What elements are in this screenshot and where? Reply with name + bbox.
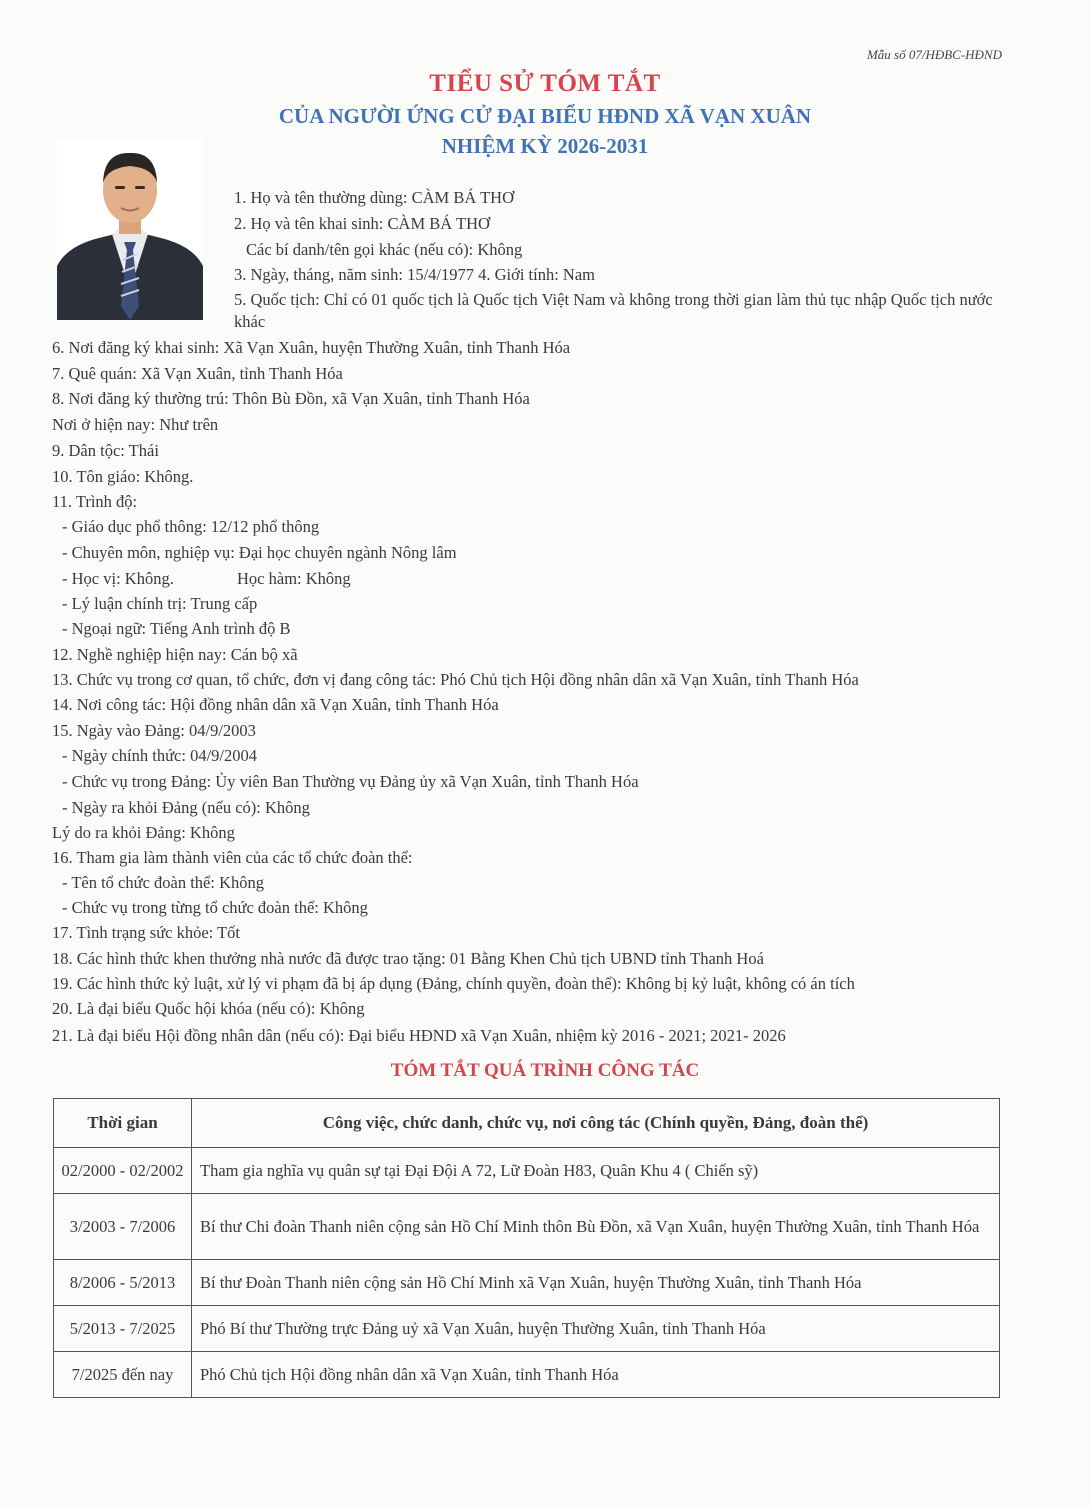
field-foreign-language: - Ngoại ngữ: Tiếng Anh trình độ B [62, 619, 291, 638]
field-national-assembly: 20. Là đại biểu Quốc hội khóa (nếu có): Không [52, 999, 365, 1018]
field-nationality: 5. Quốc tịch: Chỉ có 01 quốc tịch là Quốc tịch Việt Nam và không trong thời gian làm thủ tục nhập Quốc tịch nước khác [234, 290, 993, 331]
document-title: TIỂU SỬ TÓM TẮT [429, 70, 661, 97]
description-cell: Bí thư Chi đoàn Thanh niên cộng sản Hồ Chí Minh thôn Bù Đồn, xã Vạn Xuân, huyện Thường Xuân, tỉnh Thanh Hóa [192, 1194, 1000, 1260]
description-cell: Bí thư Đoàn Thanh niên cộng sản Hồ Chí Minh xã Vạn Xuân, huyện Thường Xuân, tỉnh Thanh Hóa [192, 1260, 1000, 1306]
description-cell: Phó Bí thư Thường trực Đảng uỷ xã Vạn Xuân, huyện Thường Xuân, tỉnh Thanh Hóa [192, 1306, 1000, 1352]
field-academic-title: Học hàm: Không [237, 569, 351, 588]
field-party-exit-date: - Ngày ra khỏi Đảng (nếu có): Không [62, 798, 310, 817]
field-birthdate-gender: 3. Ngày, tháng, năm sinh: 15/4/1977 4. Giới tính: Nam [234, 265, 596, 284]
field-organization-name: - Tên tổ chức đoàn thể: Không [62, 873, 265, 892]
document-term: NHIỆM KỲ 2026-2031 [441, 134, 649, 158]
field-ethnicity: 9. Dân tộc: Thái [52, 441, 159, 460]
form-code: Mẫu số 07/HĐBC-HĐND [866, 47, 1002, 62]
period-cell: 5/2013 - 7/2025 [54, 1306, 192, 1352]
description-cell: Tham gia nghĩa vụ quân sự tại Đại Đội A 72, Lữ Đoàn H83, Quân Khu 4 ( Chiến sỹ) [192, 1148, 1000, 1194]
field-specialization: - Chuyên môn, nghiệp vụ: Đại học chuyên ngành Nông lâm [62, 543, 457, 562]
field-aliases: Các bí danh/tên gọi khác (nếu có): Không [246, 240, 523, 259]
field-current-residence: Nơi ở hiện nay: Như trên [52, 415, 219, 434]
field-birth-registration: 6. Nơi đăng ký khai sinh: Xã Vạn Xuân, huyện Thường Xuân, tỉnh Thanh Hóa [52, 338, 571, 357]
column-header-description: Công việc, chức danh, chức vụ, nơi công tác (Chính quyền, Đảng, đoàn thể) [192, 1099, 1000, 1148]
table-row [54, 1306, 1000, 1352]
period-cell: 8/2006 - 5/2013 [54, 1260, 192, 1306]
table-row [54, 1260, 1000, 1306]
field-health: 17. Tình trạng sức khỏe: Tốt [52, 923, 240, 942]
field-party-exit-reason: Lý do ra khỏi Đảng: Không [52, 823, 235, 842]
field-workplace: 14. Nơi công tác: Hội đồng nhân dân xã Vạn Xuân, tỉnh Thanh Hóa [52, 695, 499, 714]
field-party-join-date: 15. Ngày vào Đảng: 04/9/2003 [52, 721, 256, 740]
period-cell: 3/2003 - 7/2006 [54, 1194, 192, 1260]
field-discipline: 19. Các hình thức kỷ luật, xử lý vi phạm đã bị áp dụng (Đảng, chính quyền, đoàn thể): Không bị kỷ luật, không có án tích [52, 974, 855, 993]
field-party-official-date: - Ngày chính thức: 04/9/2004 [62, 746, 257, 765]
table-row [54, 1194, 1000, 1260]
field-council-delegate: 21. Là đại biểu Hội đồng nhân dân (nếu có): Đại biểu HĐND xã Vạn Xuân, nhiệm kỳ 2016 - 2021; 2021- 2026 [52, 1026, 786, 1045]
field-political-theory: - Lý luận chính trị: Trung cấp [62, 594, 258, 613]
field-hometown: 7. Quê quán: Xã Vạn Xuân, tỉnh Thanh Hóa [52, 364, 343, 383]
field-religion: 10. Tôn giáo: Không. [52, 467, 194, 486]
field-organizations-heading: 16. Tham gia làm thành viên của các tổ chức đoàn thể: [52, 848, 413, 867]
work-history-title: TÓM TẮT QUÁ TRÌNH CÔNG TÁC [390, 1060, 700, 1081]
column-header-period: Thời gian [54, 1099, 192, 1148]
field-party-position: - Chức vụ trong Đảng: Ủy viên Ban Thường vụ Đảng ủy xã Vạn Xuân, tỉnh Thanh Hóa [62, 772, 639, 791]
description-cell: Phó Chủ tịch Hội đồng nhân dân xã Vạn Xuân, tỉnh Thanh Hóa [192, 1352, 1000, 1398]
field-general-education: - Giáo dục phổ thông: 12/12 phổ thông [62, 517, 320, 536]
period-cell: 7/2025 đến nay [54, 1352, 192, 1398]
candidate-portrait-photo [57, 138, 203, 320]
field-common-name: 1. Họ và tên thường dùng: CÀM BÁ THƠ [234, 188, 514, 207]
field-education-heading: 11. Trình độ: [52, 492, 138, 511]
field-awards: 18. Các hình thức khen thưởng nhà nước đã được trao tặng: 01 Bằng Khen Chủ tịch UBND tỉnh Thanh Hoá [52, 949, 764, 968]
field-degree: - Học vị: Không. [62, 569, 174, 588]
work-history-table [53, 1098, 1000, 1398]
field-organization-position: - Chức vụ trong từng tổ chức đoàn thể: Không [62, 898, 368, 917]
field-occupation: 12. Nghề nghiệp hiện nay: Cán bộ xã [52, 645, 298, 664]
field-position: 13. Chức vụ trong cơ quan, tổ chức, đơn vị đang công tác: Phó Chủ tịch Hội đồng nhân dân xã Vạn Xuân, tỉnh Thanh Hóa [52, 670, 859, 689]
period-cell: 02/2000 - 02/2002 [54, 1148, 192, 1194]
table-header-row [54, 1099, 1000, 1148]
field-birth-name: 2. Họ và tên khai sinh: CÀM BÁ THƠ [234, 214, 490, 233]
table-row [54, 1148, 1000, 1194]
field-permanent-residence: 8. Nơi đăng ký thường trú: Thôn Bù Đồn, xã Vạn Xuân, tỉnh Thanh Hóa [52, 389, 530, 408]
document-subtitle: CỦA NGƯỜI ỨNG CỬ ĐẠI BIỂU HĐND XÃ VẠN XUÂN [278, 104, 812, 128]
table-row [54, 1352, 1000, 1398]
